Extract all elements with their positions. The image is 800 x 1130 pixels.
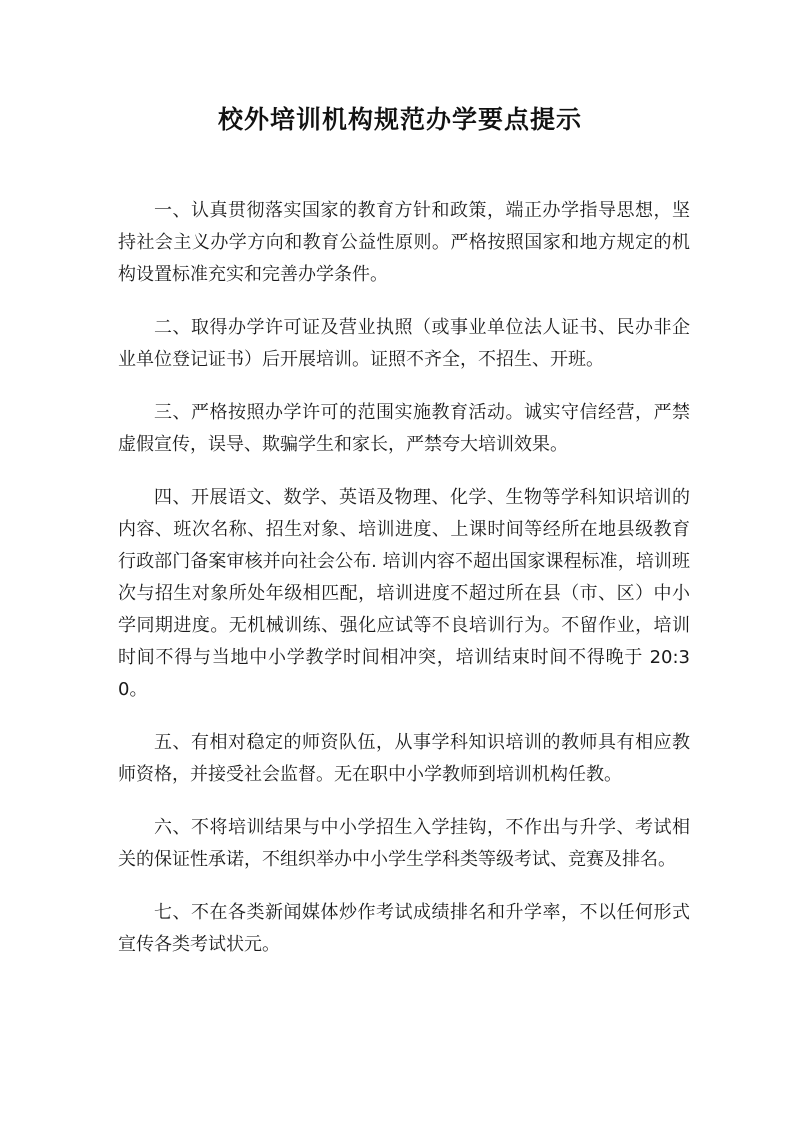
document-title: 校外培训机构规范办学要点提示 [217, 105, 582, 134]
paragraph-1: 一、认真贯彻落实国家的教育方针和政策，端正办学指导思想，坚持社会主义办学方向和教育公益性原则。严格按照国家和地方规定的机构设置标准充实和完善办学条件。 [118, 200, 690, 285]
paragraph-3: 三、严格按照办学许可的范围实施教育活动。诚实守信经营，严禁虚假宣传，误导、欺骗学生和家长，严禁夸大培训效果。 [118, 402, 690, 455]
paragraph-7: 七、不在各类新闻媒体炒作考试成绩排名和升学率，不以任何形式宣传各类考试状元。 [118, 902, 690, 955]
paragraph-4: 四、开展语文、数学、英语及物理、化学、生物等学科知识培训的内容、班次名称、招生对象、培训进度、上课时间等经所在地县级教育行政部门备案审核并向社会公布. 培训内容不超出国家课程标准，培训班次与招生对象所处年级相匹配，培训进度不超过所在县（市、区）中小学同期进度。无机械训练、强化应试等不良培训行为。不留作业，培训时间不得与当地中小学教学时间相冲突，培训结束时间不得晚于 20:30。 [118, 487, 690, 700]
paragraph-2: 二、取得办学许可证及营业执照（或事业单位法人证书、民办非企业单位登记证书）后开展培训。证照不齐全，不招生、开班。 [118, 317, 690, 370]
paragraph-5: 五、有相对稳定的师资队伍，从事学科知识培训的教师具有相应教师资格，并接受社会监督。无在职中小学教师到培训机构任教。 [118, 732, 690, 785]
paragraph-6: 六、不将培训结果与中小学招生入学挂钩，不作出与升学、考试相关的保证性承诺，不组织举办中小学生学科类等级考试、竞赛及排名。 [118, 817, 690, 870]
document-body [118, 195, 690, 982]
